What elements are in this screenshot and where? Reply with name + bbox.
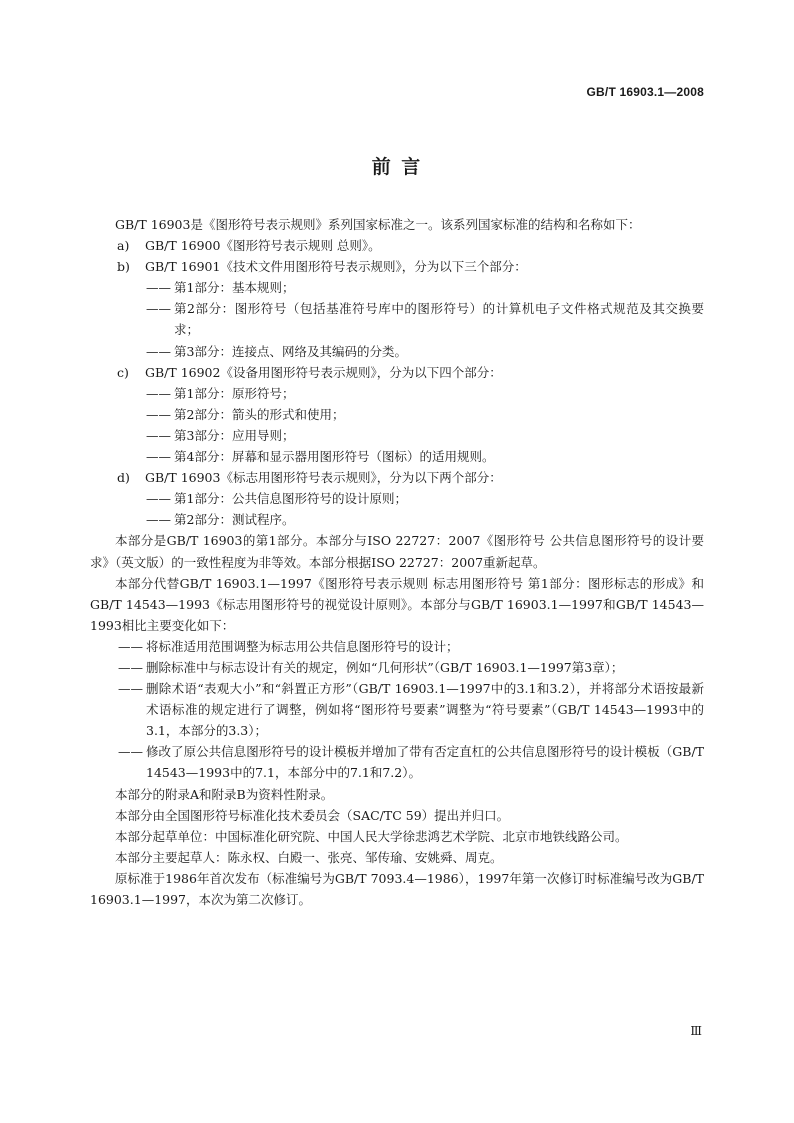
history-paragraph: 原标准于1986年首次发布（标准编号为GB/T 7093.4—1986），1997年第一次修订时标准编号改为GB/T 16903.1—1997，本次为第二次修订。 (90, 870, 704, 907)
change-item: —— 修改了原公共信息图形符号的设计模板并增加了带有否定直杠的公共信息图形符号的设计模板（GB/T 14543—1993中的7.1，本部分中的7.1和7.2）。 (90, 741, 704, 783)
dash-mark: —— (146, 343, 171, 359)
item-label: a) (117, 238, 130, 254)
standard-code: GB/T 16903.1—2008 (586, 85, 704, 99)
sub-item: —— 第3部分：连接点、网络及其编码的分类。 (90, 341, 704, 362)
change-item: —— 删除术语“表观大小”和“斜置正方形”（GB/T 16903.1—1997中的3.1和3.2），并将部分术语按最新术语标准的规定进行了调整，例如将“图形符号要素”调整为“符号要素”（GB/T 14543—1993中的3.1，本部分的3.3）； (90, 678, 704, 741)
proposed-by-paragraph: 本部分由全国图形符号标准化技术委员会（SAC/TC 59）提出并归口。 (115, 807, 510, 823)
dash-mark: —— (146, 385, 171, 401)
annex-paragraph: 本部分的附录A和附录B为资料性附录。 (115, 786, 334, 802)
dash-mark: —— (118, 744, 143, 760)
dash-mark: —— (146, 406, 171, 422)
sub-item: —— 第1部分：原形符号； (90, 383, 704, 404)
dash-mark: —— (146, 427, 171, 443)
sub-item: —— 第1部分：基本规则； (90, 277, 704, 298)
dash-mark: —— (146, 491, 171, 507)
dash-mark: —— (146, 449, 171, 465)
change-item: —— 删除标准中与标志设计有关的规定，例如“几何形状”（GB/T 16903.1—1997第3章）； (90, 657, 704, 678)
item-text: GB/T 16903《标志用图形符号表示规则》，分为以下两个部分： (145, 470, 502, 486)
sub-item: —— 第2部分：图形符号（包括基准符号库中的图形符号）的计算机电子文件格式规范及其交换要求； (90, 298, 704, 340)
dash-mark: —— (146, 301, 171, 317)
item-c (90, 362, 704, 467)
sub-item: —— 第4部分：屏幕和显示器用图形符号（图标）的适用规则。 (90, 446, 704, 467)
sub-item: —— 第2部分：箭头的形式和使用； (90, 404, 704, 425)
item-label: d) (117, 470, 130, 486)
change-item: —— 将标准适用范围调整为标志用公共信息图形符号的设计； (90, 636, 704, 657)
replacement-paragraph: 本部分代替GB/T 16903.1—1997《图形符号表示规则 标志用图形符号 第1部分：图形标志的形成》和GB/T 14543—1993《标志用图形符号的视觉设计原则》。本部分与GB/T 16903.1—1997和GB/T 14543—1993相比主要变化如下： (90, 575, 704, 633)
sub-item: —— 第1部分：公共信息图形符号的设计原则； (90, 488, 704, 509)
item-label: b) (117, 259, 130, 275)
item-a (90, 235, 704, 256)
item-text: GB/T 16902《设备用图形符号表示规则》，分为以下四个部分： (145, 364, 502, 380)
item-b (90, 256, 704, 361)
page-number: Ⅲ (690, 1024, 702, 1038)
foreword-body (90, 214, 704, 910)
item-d (90, 467, 704, 530)
sub-item: —— 第3部分：应用导则； (90, 425, 704, 446)
relation-paragraph: 本部分是GB/T 16903的第1部分。本部分与ISO 22727：2007《图形符号 公共信息图形符号的设计要求》（英文版）的一致性程度为非等效。本部分根据ISO 22727：2007重新起草。 (90, 533, 704, 570)
intro-paragraph: GB/T 16903是《图形符号表示规则》系列国家标准之一。该系列国家标准的结构和名称如下： (115, 217, 641, 232)
dash-mark: —— (118, 681, 143, 697)
item-text: GB/T 16900《图形符号表示规则 总则》。 (145, 238, 381, 254)
sub-item: —— 第2部分：测试程序。 (90, 509, 704, 530)
dash-mark: —— (118, 638, 143, 654)
dash-mark: —— (118, 659, 143, 675)
page-title: 前 言 (371, 156, 423, 178)
item-label: c) (117, 364, 129, 380)
drafting-units-paragraph: 本部分起草单位：中国标准化研究院、中国人民大学徐悲鸿艺术学院、北京市地铁线路公司。 (115, 828, 628, 844)
dash-mark: —— (146, 280, 171, 296)
drafters-paragraph: 本部分主要起草人：陈永权、白殿一、张亮、邹传瑜、安姚舜、周克。 (115, 849, 503, 865)
item-text: GB/T 16901《技术文件用图形符号表示规则》，分为以下三个部分： (145, 259, 527, 275)
dash-mark: —— (146, 512, 171, 528)
